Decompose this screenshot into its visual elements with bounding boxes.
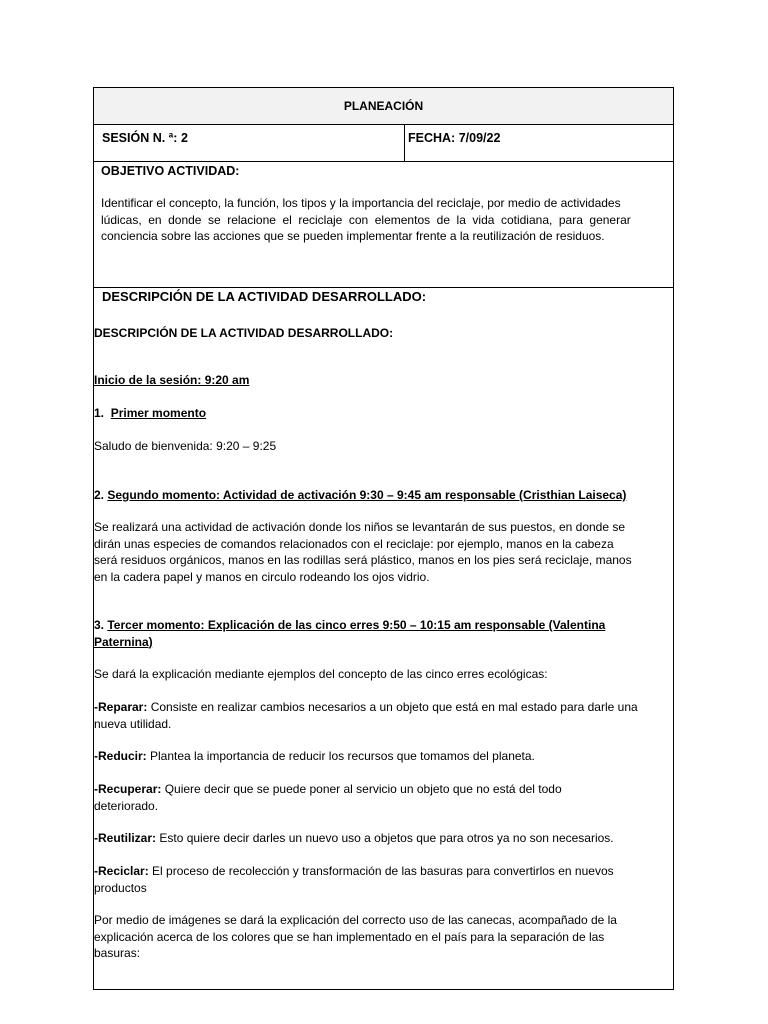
erre-term: -Recuperar: xyxy=(94,782,162,796)
erre-reutilizar xyxy=(94,830,614,847)
session-number: SESIÓN N. ª: 2 xyxy=(94,125,405,161)
erre-recuperar xyxy=(94,781,562,798)
activation-line: en la cadera papel y manos en circulo rodeando los ojos vidrio. xyxy=(94,569,430,584)
objective-line: conciencia sobre las acciones que se pueden implementar frente a la reutilización de residuos. xyxy=(101,229,605,243)
erre-text: Quiere decir que se puede poner al servicio un objeto que no está del todo xyxy=(164,782,562,796)
moment-3-title-cont: Paternina) xyxy=(94,634,153,649)
document-title: PLANEACIÓN xyxy=(343,99,424,113)
closing-line: Por medio de imágenes se dará la explicación del correcto uso de las canecas, acompañado de la xyxy=(94,913,617,927)
session-start: Inicio de la sesión: 9:20 am xyxy=(94,373,250,387)
activation-line: dirán unas especies de comandos relacionados con el reciclaje: por ejemplo, manos en la cabeza xyxy=(94,536,614,551)
description-section xyxy=(94,288,673,989)
erre-reparar xyxy=(94,699,638,716)
planning-document xyxy=(93,87,674,990)
moment-3 xyxy=(94,617,605,634)
moment-3-number: 3. xyxy=(94,618,105,632)
moment-1-number: 1. xyxy=(94,406,105,420)
moment-1-title: Primer momento xyxy=(110,406,207,420)
session-date: FECHA: 7/09/22 xyxy=(408,131,501,145)
erre-text: Plantea la importancia de reducir los recursos que tomamos del planeta. xyxy=(150,749,535,763)
objective-section xyxy=(94,162,673,288)
erre-text-cont: deteriorado. xyxy=(94,798,159,813)
title-row xyxy=(94,88,673,125)
objective-line: lúdicas, en donde se relacione el reciclaje con elementos de la vida cotidiana, para generar xyxy=(101,212,631,227)
erre-reducir xyxy=(94,748,535,765)
objective-text xyxy=(101,195,675,245)
description-subheading: DESCRIPCIÓN DE LA ACTIVIDAD DESARROLLADO: xyxy=(94,326,394,340)
moment-3-title: Tercer momento: Explicación de las cinco erres 9:50 – 10:15 am responsable (Valentina xyxy=(107,618,606,632)
moment-2 xyxy=(94,487,626,504)
activation-line: Se realizará una actividad de activación donde los niños se levantarán de sus puestos, en donde se xyxy=(94,520,626,534)
erre-text: El proceso de recolección y transformación de las basuras para convertirlos en nuevos xyxy=(152,864,614,878)
erre-text-cont: nueva utilidad. xyxy=(94,716,172,731)
erre-text: Esto quiere decir darles un nuevo uso a objetos que para otros ya no son necesarios. xyxy=(159,831,614,845)
erre-term: -Reutilizar: xyxy=(94,831,157,845)
erre-term: -Reparar: xyxy=(94,700,148,714)
welcome-text: Saludo de bienvenida: 9:20 – 9:25 xyxy=(94,439,277,453)
erre-text: Consiste en realizar cambios necesarios a un objeto que está en mal estado para darle una xyxy=(150,700,638,714)
erre-term: -Reciclar: xyxy=(94,864,149,878)
closing-line: basuras: xyxy=(94,946,141,960)
closing-line: explicación acerca de los colores que se han implementado en el país para la separación de las xyxy=(94,929,605,944)
objective-line: Identificar el concepto, la función, los tipos y la importancia del reciclaje, por medio de actividades xyxy=(101,196,621,210)
erre-reciclar xyxy=(94,863,614,880)
activation-line: será residuos orgánicos, manos en las rodillas será plástico, manos en los pies será reciclaje, manos xyxy=(94,553,632,567)
explanation-intro: Se dará la explicación mediante ejemplos del concepto de las cinco erres ecológicas: xyxy=(94,667,548,681)
moment-1 xyxy=(94,405,206,422)
objective-label: OBJETIVO ACTIVIDAD: xyxy=(101,164,240,178)
moment-2-title: Segundo momento: Actividad de activación 9:30 – 9:45 am responsable (Cristhian Laiseca) xyxy=(107,488,627,502)
erre-text-cont: productos xyxy=(94,880,147,895)
erre-term: -Reducir: xyxy=(94,749,147,763)
session-row xyxy=(94,125,673,162)
description-heading: DESCRIPCIÓN DE LA ACTIVIDAD DESARROLLADO: xyxy=(102,289,427,304)
moment-2-number: 2. xyxy=(94,488,105,502)
